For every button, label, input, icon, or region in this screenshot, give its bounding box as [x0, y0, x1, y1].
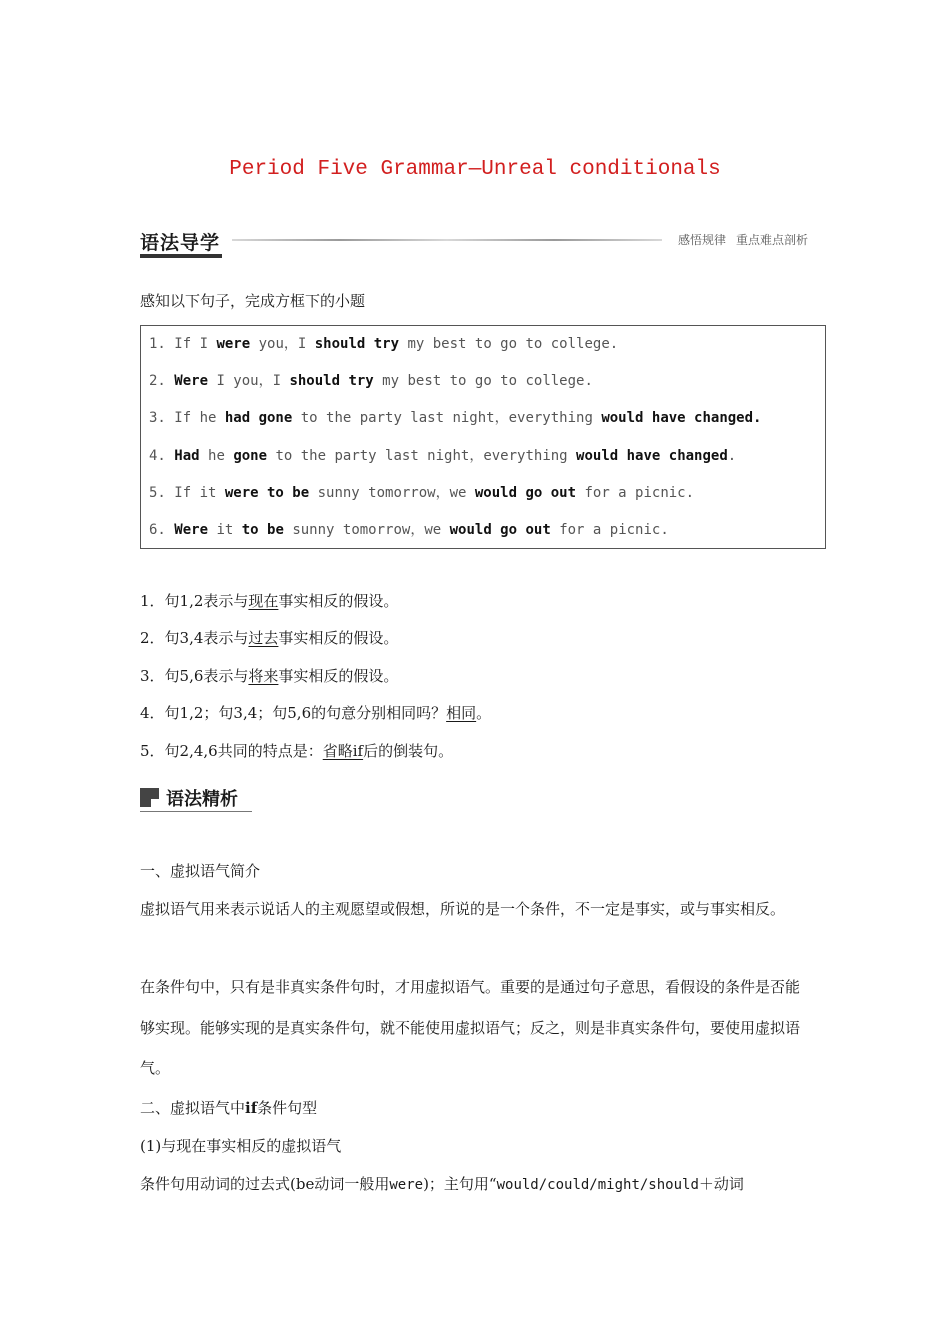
question-text: 事实相反的假设。: [278, 667, 399, 685]
subheading: (1)与现在事实相反的虚拟语气: [140, 1137, 342, 1155]
key-verb-phrase: Were: [174, 522, 209, 538]
if-keyword: if: [245, 1099, 258, 1117]
sentence-text: 6.: [149, 522, 175, 538]
section-heading: 语法精析: [166, 789, 238, 810]
question-text: 。: [476, 704, 492, 722]
sentence-text: 1. If I: [149, 336, 217, 352]
answer-underlined: 过去: [248, 629, 279, 647]
key-verb-phrase: should try: [314, 336, 400, 352]
section-divider-line: [232, 239, 662, 241]
example-sentence: [149, 407, 761, 427]
answer-underlined: 相同: [446, 704, 477, 722]
question-text: 2．句3,4表示与: [140, 629, 249, 647]
sentence-text: 3. If he: [149, 410, 225, 426]
page-title: Period Five Grammar—Unreal conditionals: [229, 158, 721, 181]
sentence-text: sunny tomorrow，we: [309, 485, 475, 501]
heading-underline: [140, 811, 252, 812]
example-sentences-box: [140, 325, 826, 549]
key-verb-phrase: Had: [174, 448, 200, 464]
section-header-grammar-guide: [140, 224, 812, 260]
example-sentence: [149, 370, 593, 390]
subheading: 一、虚拟语气简介: [140, 862, 261, 880]
answer-underlined: 省略if: [322, 742, 364, 760]
example-sentence: [149, 482, 694, 502]
question-text: 后的倒装句。: [363, 742, 454, 760]
section-tag: 重点难点剖析: [736, 233, 809, 247]
paragraph: 在条件句中，只有是非真实条件句时，才用虚拟语气。重要的是通过句子意思，看假设的条件是否能够实现。能够实现的是真实条件句，就不能使用虚拟语气；反之，则是非真实条件句，要使用虚拟语气。: [140, 978, 801, 1077]
key-verb-phrase: would have changed.: [601, 410, 762, 426]
answer-underlined: 现在: [248, 592, 279, 610]
heading-underline-bar: [140, 254, 222, 258]
section-heading: 语法导学: [140, 232, 221, 254]
key-verb-phrase: were to be: [224, 485, 310, 501]
question-text: 5．句2,4,6共同的特点是：: [140, 742, 323, 760]
section-header-grammar-analysis: [140, 784, 252, 814]
question-text: 3．句5,6表示与: [140, 667, 249, 685]
section-tag: 感悟规律: [678, 233, 727, 247]
sentence-text: for a picnic.: [550, 522, 669, 538]
sentence-text: to the party last night，everything: [267, 448, 577, 464]
key-verb-phrase: to be: [241, 522, 284, 538]
sentence-text: 2.: [149, 373, 175, 389]
key-verb-phrase: would go out: [474, 485, 577, 501]
sentence-text: I you，I: [208, 373, 290, 389]
key-verb-phrase: had gone: [224, 410, 293, 426]
sentence-text: he: [199, 448, 234, 464]
key-verb-phrase: would have changed: [576, 448, 728, 464]
key-verb-phrase: would go out: [449, 522, 551, 538]
example-sentence: [149, 333, 618, 353]
sentence-text: 4.: [149, 448, 175, 464]
sentence-text: for a picnic.: [576, 485, 695, 501]
sentence-text: my best to go to college.: [373, 373, 593, 389]
key-verb-phrase: Were: [174, 373, 209, 389]
answer-underlined: 将来: [248, 667, 279, 685]
question-item: [140, 702, 491, 723]
sentence-text: 5. If it: [149, 485, 225, 501]
sentence-text: .: [727, 448, 737, 464]
paragraph: 虚拟语气用来表示说话人的主观愿望或假想，所说的是一个条件，不一定是事实，或与事实相反。: [140, 900, 786, 918]
question-text: 事实相反的假设。: [278, 592, 399, 610]
sentence-text: to the party last night，everything: [292, 410, 602, 426]
intro-text: 感知以下句子，完成方框下的小题: [140, 292, 366, 310]
square-bullet-icon: [140, 788, 159, 807]
question-text: 事实相反的假设。: [278, 629, 399, 647]
sentence-text: sunny tomorrow，we: [283, 522, 450, 538]
paragraph: 条件句用动词的过去式(be动词一般用were)；主句用“would/could/might/should＋动词: [140, 1175, 744, 1193]
key-verb-phrase: gone: [233, 448, 268, 464]
sentence-text: it: [208, 522, 242, 538]
question-item: [140, 627, 398, 648]
example-sentence: [149, 519, 669, 539]
section-tagline: [678, 231, 818, 248]
example-sentence: [149, 445, 736, 465]
question-item: [140, 590, 398, 611]
question-item: [140, 740, 453, 761]
sentence-text: you，I: [250, 336, 315, 352]
subheading: 二、虚拟语气中if条件句型: [140, 1099, 318, 1117]
question-text: 1．句1,2表示与: [140, 592, 249, 610]
question-item: [140, 665, 398, 686]
sentence-text: my best to go to college.: [399, 336, 619, 352]
key-verb-phrase: were: [216, 336, 251, 352]
key-verb-phrase: should try: [289, 373, 374, 389]
question-text: 4．句1,2；句3,4；句5,6的句意分别相同吗？: [140, 704, 447, 722]
